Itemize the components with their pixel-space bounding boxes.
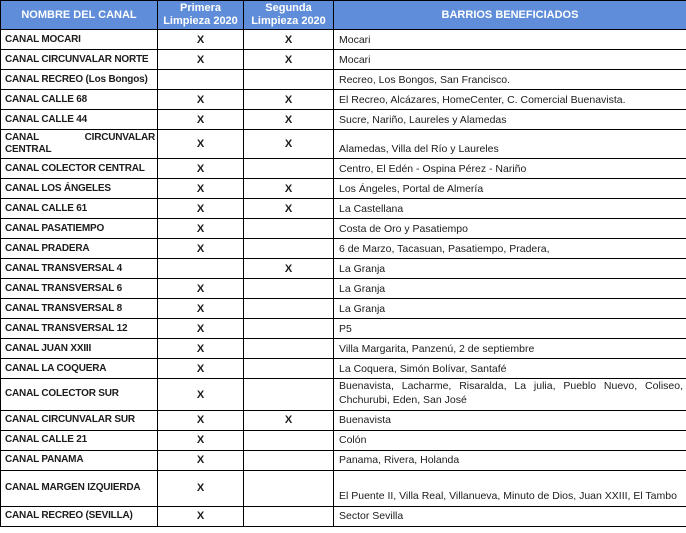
segunda-mark <box>244 299 334 319</box>
header-row <box>1 1 686 30</box>
primera-mark: X <box>158 179 244 199</box>
barrios-list: 6 de Marzo, Tacasuan, Pasatiempo, Pradera, <box>334 239 686 259</box>
canal-name: CANAL CIRCUNVALAR CENTRAL <box>1 130 158 159</box>
canal-name: CANAL MOCARI <box>1 30 158 50</box>
table-row <box>1 90 686 110</box>
canal-name: CANAL RECREO (SEVILLA) <box>1 506 158 526</box>
barrios-list: La Granja <box>334 279 686 299</box>
col-header-nombre-del-canal: NOMBRE DEL CANAL <box>1 1 158 30</box>
canal-name: CANAL LOS ÁNGELES <box>1 179 158 199</box>
segunda-mark: X <box>244 410 334 430</box>
primera-mark: X <box>158 30 244 50</box>
barrios-list: El Puente II, Villa Real, Villanueva, Minuto de Dios, Juan XXIII, El Tambo <box>334 470 686 506</box>
segunda-mark: X <box>244 179 334 199</box>
segunda-mark <box>244 430 334 450</box>
table-row <box>1 159 686 179</box>
barrios-list: P5 <box>334 319 686 339</box>
table-row <box>1 110 686 130</box>
primera-mark: X <box>158 279 244 299</box>
canal-name: CANAL COLECTOR CENTRAL <box>1 159 158 179</box>
canal-name: CANAL PANAMA <box>1 450 158 470</box>
canal-name: CANAL RECREO (Los Bongos) <box>1 70 158 90</box>
col-header-barrios-beneficiados: BARRIOS BENEFICIADOS <box>334 1 686 30</box>
segunda-mark <box>244 159 334 179</box>
col-header-segunda-limpieza: Segunda Limpieza 2020 <box>244 1 334 30</box>
table-row <box>1 359 686 379</box>
table-row <box>1 130 686 159</box>
segunda-mark <box>244 239 334 259</box>
barrios-list: Buenavista, Lacharme, Risaralda, La julia, Pueblo Nuevo, Coliseo, Chchurubi, Eden, San José <box>334 379 686 410</box>
canal-name: CANAL CALLE 44 <box>1 110 158 130</box>
primera-mark: X <box>158 159 244 179</box>
table-row <box>1 319 686 339</box>
canal-name: CANAL TRANSVERSAL 8 <box>1 299 158 319</box>
primera-mark: X <box>158 430 244 450</box>
canal-name: CANAL COLECTOR SUR <box>1 379 158 410</box>
barrios-list: Villa Margarita, Panzenú, 2 de septiembre <box>334 339 686 359</box>
canal-name: CANAL TRANSVERSAL 4 <box>1 259 158 279</box>
primera-mark: X <box>158 379 244 410</box>
canal-name: CANAL CIRCUNVALAR SUR <box>1 410 158 430</box>
segunda-mark <box>244 379 334 410</box>
canal-name: CANAL PASATIEMPO <box>1 219 158 239</box>
segunda-mark: X <box>244 259 334 279</box>
table-row <box>1 179 686 199</box>
segunda-mark <box>244 70 334 90</box>
barrios-list: La Castellana <box>334 199 686 219</box>
primera-mark: X <box>158 450 244 470</box>
barrios-list: Centro, El Edén - Ospina Pérez - Nariño <box>334 159 686 179</box>
barrios-list: Colón <box>334 430 686 450</box>
primera-mark: X <box>158 299 244 319</box>
canal-name: CANAL CALLE 61 <box>1 199 158 219</box>
table-row <box>1 299 686 319</box>
canal-name: CANAL CALLE 68 <box>1 90 158 110</box>
segunda-mark: X <box>244 50 334 70</box>
canal-name: CANAL JUAN XXIII <box>1 339 158 359</box>
segunda-mark <box>244 279 334 299</box>
segunda-mark <box>244 339 334 359</box>
table-row <box>1 379 686 410</box>
table-row <box>1 239 686 259</box>
table-row <box>1 30 686 50</box>
canal-name: CANAL PRADERA <box>1 239 158 259</box>
table-row <box>1 70 686 90</box>
primera-mark <box>158 70 244 90</box>
barrios-list: Panama, Rivera, Holanda <box>334 450 686 470</box>
canal-name: CANAL MARGEN IZQUIERDA <box>1 470 158 506</box>
barrios-list: Mocari <box>334 50 686 70</box>
barrios-list: El Recreo, Alcázares, HomeCenter, C. Comercial Buenavista. <box>334 90 686 110</box>
barrios-list: La Granja <box>334 299 686 319</box>
table-row <box>1 259 686 279</box>
primera-mark: X <box>158 219 244 239</box>
barrios-list: La Coquera, Simón Bolívar, Santafé <box>334 359 686 379</box>
table-row <box>1 410 686 430</box>
canal-name: CANAL CIRCUNVALAR NORTE <box>1 50 158 70</box>
segunda-mark <box>244 319 334 339</box>
barrios-list: Sucre, Nariño, Laureles y Alamedas <box>334 110 686 130</box>
primera-mark: X <box>158 470 244 506</box>
barrios-list: Costa de Oro y Pasatiempo <box>334 219 686 239</box>
primera-mark: X <box>158 90 244 110</box>
table-row <box>1 50 686 70</box>
barrios-list: Recreo, Los Bongos, San Francisco. <box>334 70 686 90</box>
primera-mark: X <box>158 410 244 430</box>
table-row <box>1 339 686 359</box>
barrios-list: Sector Sevilla <box>334 506 686 526</box>
primera-mark: X <box>158 319 244 339</box>
canal-name: CANAL TRANSVERSAL 12 <box>1 319 158 339</box>
primera-mark: X <box>158 130 244 159</box>
table-row <box>1 279 686 299</box>
segunda-mark <box>244 219 334 239</box>
barrios-list: Alamedas, Villa del Río y Laureles <box>334 130 686 159</box>
primera-mark: X <box>158 239 244 259</box>
segunda-mark <box>244 506 334 526</box>
primera-mark: X <box>158 199 244 219</box>
segunda-mark: X <box>244 130 334 159</box>
primera-mark <box>158 259 244 279</box>
segunda-mark: X <box>244 199 334 219</box>
segunda-mark: X <box>244 110 334 130</box>
table-row <box>1 470 686 506</box>
primera-mark: X <box>158 50 244 70</box>
primera-mark: X <box>158 339 244 359</box>
segunda-mark: X <box>244 90 334 110</box>
barrios-list: Los Ángeles, Portal de Almería <box>334 179 686 199</box>
segunda-mark <box>244 359 334 379</box>
table-row <box>1 199 686 219</box>
canal-name: CANAL LA COQUERA <box>1 359 158 379</box>
barrios-list: La Granja <box>334 259 686 279</box>
primera-mark: X <box>158 506 244 526</box>
col-header-primera-limpieza: Primera Limpieza 2020 <box>158 1 244 30</box>
table-row <box>1 219 686 239</box>
table-row <box>1 450 686 470</box>
segunda-mark <box>244 450 334 470</box>
canal-name: CANAL TRANSVERSAL 6 <box>1 279 158 299</box>
segunda-mark <box>244 470 334 506</box>
barrios-list: Buenavista <box>334 410 686 430</box>
table-row <box>1 430 686 450</box>
barrios-list: Mocari <box>334 30 686 50</box>
segunda-mark: X <box>244 30 334 50</box>
table-row <box>1 506 686 526</box>
primera-mark: X <box>158 359 244 379</box>
primera-mark: X <box>158 110 244 130</box>
canal-name: CANAL CALLE 21 <box>1 430 158 450</box>
